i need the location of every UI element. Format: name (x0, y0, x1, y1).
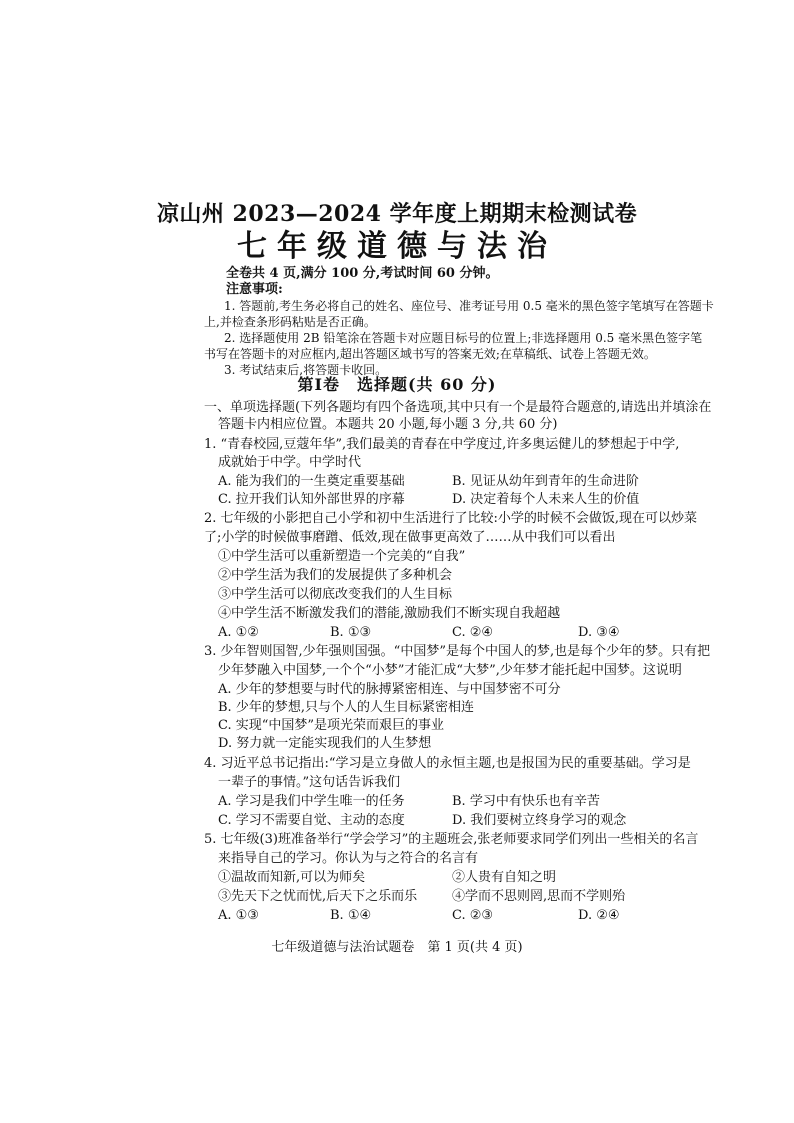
question-stem: 少年梦融入中国梦,一个个“小梦”才能汇成“大梦”,少年梦才能托起中国梦。这说明 (218, 663, 682, 678)
question-stem: 2. 七年级的小影把自己小学和初中生活进行了比较:小学的时候不会做饭,现在可以炒菜 (204, 511, 698, 526)
question-stem: 1. “青春校园,豆蔻年华”,我们最美的青春在中学度过,许多奥运健儿的梦想起于中学, (204, 437, 680, 452)
option-d: D. 我们要树立终身学习的观念 (452, 813, 627, 828)
option-c: C. ②③ (452, 908, 494, 923)
question-stem: 成就始于中学。中学时代 (218, 455, 362, 470)
option-d: D. 努力就一定能实现我们的人生梦想 (218, 736, 432, 751)
option-c: C. 实现“中国梦”是项光荣而艰巨的事业 (218, 718, 445, 733)
statement: ④学而不思则罔,思而不学则殆 (452, 889, 626, 904)
notice-item: 书写在答题卡的对应框内,超出答题区域书写的答案无效;在草稿纸、试卷上答题无效。 (204, 347, 656, 361)
option-b: B. 见证从幼年到青年的生命进阶 (452, 474, 639, 489)
section-title: 第Ⅰ卷 选择题(共 60 分) (297, 375, 497, 394)
statement: ①温故而知新,可以为师矣 (218, 870, 366, 885)
section-intro: 答题卡内相应位置。本题共 20 小题,每小题 3 分,共 60 分) (218, 417, 558, 432)
question-stem: 了;小学的时候做事磨蹭、低效,现在做事更高效了……从中我们可以看出 (204, 530, 616, 545)
option-a: A. ①③ (218, 908, 259, 923)
notice-item: 3. 考试结束后,将答题卡收回。 (224, 363, 388, 377)
option-d: D. 决定着每个人未来人生的价值 (452, 492, 640, 507)
question-stem: 一辈子的事情。”这句话告诉我们 (218, 775, 401, 790)
option-b: B. ①④ (330, 908, 372, 923)
exam-title: 凉山州 2023—2024 学年度上期期末检测试卷 (156, 201, 638, 227)
statement: ②中学生活为我们的发展提供了多种机会 (218, 568, 453, 583)
option-b: B. 少年的梦想,只与个人的人生目标紧密相连 (218, 700, 474, 715)
notice-heading: 注意事项: (226, 282, 283, 297)
page-footer: 七年级道德与法治试题卷 第 1 页(共 4 页) (271, 940, 523, 955)
statement: ③先天下之忧而忧,后天下之乐而乐 (218, 889, 418, 904)
option-c: C. ②④ (452, 625, 494, 640)
option-c: C. 学习不需要自觉、主动的态度 (218, 813, 405, 828)
option-a: A. ①② (218, 625, 259, 640)
option-b: B. 学习中有快乐也有辛苦 (452, 794, 600, 809)
notice-item: 1. 答题前,考生务必将自己的姓名、座位号、准考证号用 0.5 毫米的黑色签字笔填写在答题卡 (224, 299, 714, 313)
statement: ②人贵有自知之明 (452, 870, 557, 885)
option-d: D. ②④ (578, 908, 620, 923)
option-a: A. 少年的梦想要与时代的脉搏紧密相连、与中国梦密不可分 (218, 682, 561, 697)
statement: ④中学生活不断激发我们的潜能,激励我们不断实现自我超越 (218, 606, 561, 621)
option-b: B. ①③ (330, 625, 372, 640)
question-stem: 5. 七年级(3)班准备举行“学会学习”的主题班会,张老师要求同学们列出一些相关的名言 (204, 832, 699, 847)
option-a: A. 能为我们的一生奠定重要基础 (218, 474, 405, 489)
statement: ③中学生活可以彻底改变我们的人生目标 (218, 587, 453, 602)
statement: ①中学生活可以重新塑造一个完美的“自我” (218, 549, 466, 564)
option-d: D. ③④ (578, 625, 620, 640)
question-stem: 3. 少年智则国智,少年强则国强。“中国梦”是每个中国人的梦,也是每个少年的梦。只有把 (204, 644, 711, 659)
notice-item: 上,并检查条形码粘贴是否正确。 (204, 315, 376, 329)
notice-item: 2. 选择题使用 2B 铅笔涂在答题卡对应题目标号的位置上;非选择题用 0.5 毫米黑色签字笔 (224, 331, 703, 345)
option-a: A. 学习是我们中学生唯一的任务 (218, 794, 405, 809)
question-stem: 4. 习近平总书记指出:“学习是立身做人的永恒主题,也是报国为民的重要基础。学习是 (204, 756, 691, 771)
subject-title: 七年级道德与法治 (237, 229, 557, 264)
option-c: C. 拉开我们认知外部世界的序幕 (218, 492, 405, 507)
question-stem: 来指导自己的学习。你认为与之符合的名言有 (218, 851, 479, 866)
exam-summary: 全卷共 4 页,满分 100 分,考试时间 60 分钟。 (226, 266, 499, 281)
section-intro: 一、单项选择题(下列各题均有四个备选项,其中只有一个是最符合题意的,请选出并填涂在 (204, 400, 712, 415)
